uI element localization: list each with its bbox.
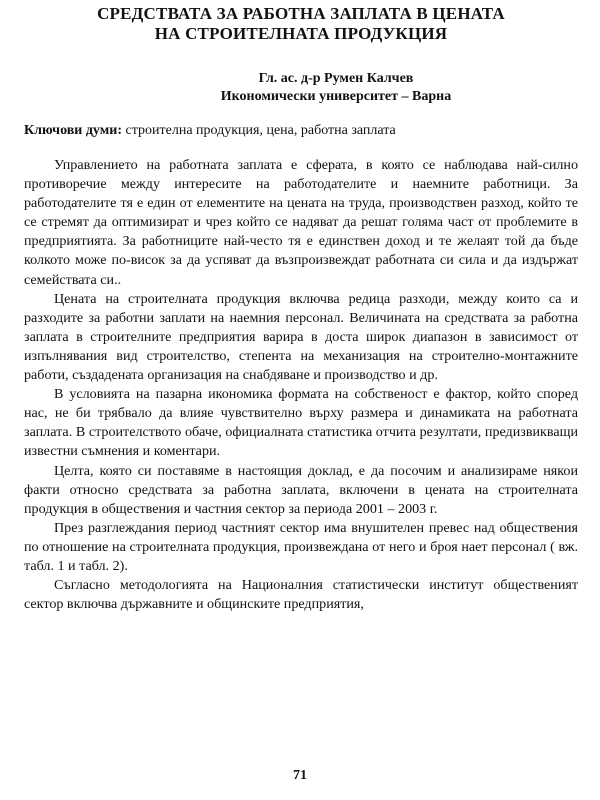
author-block: [24, 70, 578, 106]
paragraph: В условията на пазарна икономика формата на собственост е фактор, който според нас, не би трябвало да влияе чувствително върху размера и динамиката на работната заплата. В строителството обаче, официалната статистика отчита резултати, предизвикващи известни съмнения и коментари.: [24, 386, 578, 460]
paragraph: Управлението на работната заплата е сферата, в която се наблюдава най-силно противоречие между интересите на работодателите и наемните работници. За работодателите тя е един от елементите на цената на труда, производствен разход, който те се стремят да оптимизират и чрез който се надяват да решат голяма част от проблемите в предприятията. За работниците най-често тя е единствен доход и те желаят той да бъде колкото може по-висок за да успяват да възпроизвеждат работната си сила и да издържат семействата си..: [24, 157, 578, 288]
paragraph: През разглеждания период частният сектор има внушителен превес над обществения по отношение на строителната продукция, произвеждана от него и броя нает персонал ( вж. табл. 1 и табл. 2).: [24, 519, 578, 574]
paragraph: Съгласно методологията на Националния статистически институт общественият сектор включва държавните и общинските предприятия,: [24, 577, 578, 613]
title-line-1: СРЕДСТВАТА ЗА РАБОТНА ЗАПЛАТА В ЦЕНАТА: [97, 4, 505, 23]
article-title: [24, 4, 578, 44]
keywords-text: строителна продукция, цена, работна заплата: [122, 123, 396, 138]
keywords-label: Ключови думи:: [24, 123, 123, 138]
keywords: [24, 122, 578, 140]
title-line-2: НА СТРОИТЕЛНАТА ПРОДУКЦИЯ: [154, 24, 448, 43]
article-body: [24, 156, 578, 614]
author-name: Гл. ас. д-р Румен Калчев: [258, 71, 414, 86]
author-affiliation: Икономически университет – Варна: [220, 89, 452, 104]
paragraph: Цената на строителната продукция включва редица разходи, между които са и разходите за работни заплати на наемния персонал. Величината на средствата за работна заплата в строителните предприятия варира в доста широк диапазон в зависимост от изпълнявания вид строителство, степента на механизация на строително-монтажните работи, създадената организация на снабдяване и производство и др.: [24, 290, 578, 384]
paragraph: Целта, която си поставяме в настоящия доклад, е да посочим и анализираме някои факти относно средствата за работна заплата, включени в цената на строителната продукция в обществения и частния сектор за периода 2001 – 2003 г.: [24, 462, 578, 517]
page-number: 71: [293, 768, 307, 783]
